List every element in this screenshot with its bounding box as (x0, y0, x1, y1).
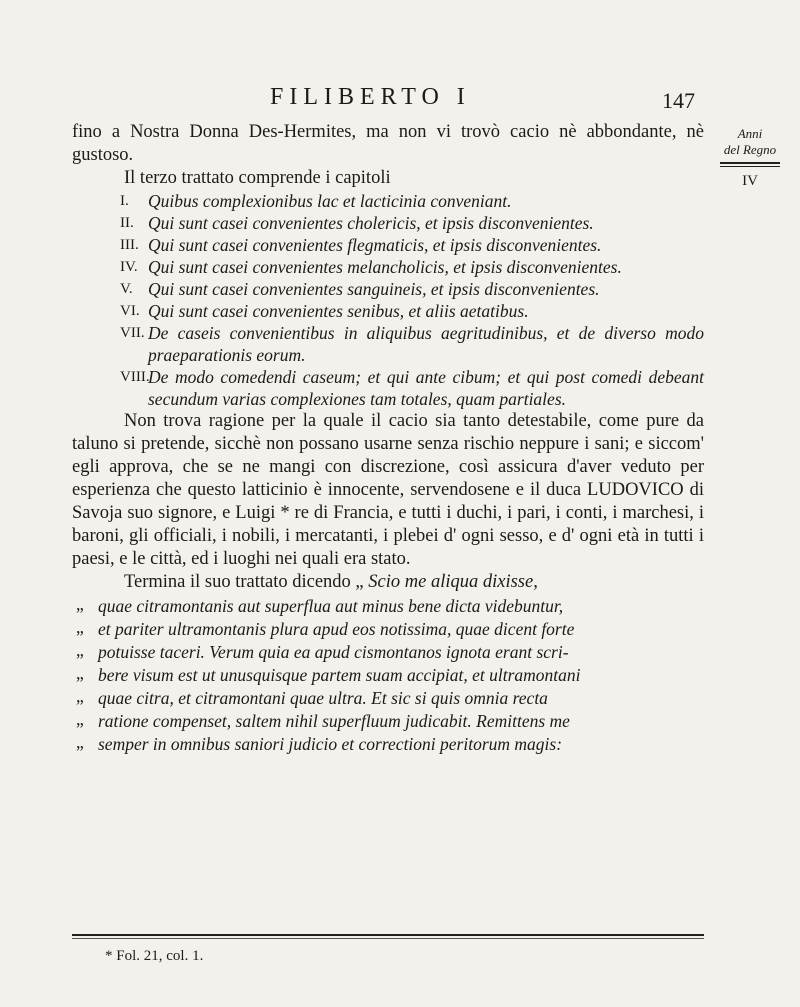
chapter-number: V. (120, 281, 133, 297)
quote-line (72, 664, 704, 687)
footnote: * Fol. 21, col. 1. (105, 948, 204, 964)
chapter-number: VIII. (120, 369, 150, 385)
chapter-item (72, 322, 704, 366)
chapter-text: Quibus complexionibus lac et lacticinia conveniant. (148, 191, 512, 211)
quote-mark: „ (76, 663, 84, 683)
paragraph-2: Il terzo trattato comprende i capitoli (124, 168, 391, 188)
chapter-text: De modo comedendi caseum; et qui ante cibum; et qui post comedi debeant secundum varias complexiones tam totales, quam partiales. (148, 367, 704, 409)
margin-note (710, 126, 790, 189)
chapter-text: Qui sunt casei convenientes sanguineis, et ipsis disconvenientes. (148, 279, 600, 299)
quote-mark: „ (76, 732, 84, 752)
quote-line (72, 618, 704, 641)
footnote-rule (72, 934, 704, 936)
quote-line (72, 733, 704, 756)
paragraph-4-lead: Termina il suo trattato dicendo „ (124, 572, 369, 592)
quote-mark: „ (76, 594, 84, 614)
chapter-text: Qui sunt casei convenientes cholericis, et ipsis disconvenientes. (148, 213, 594, 233)
margin-note-line2: del Regno (723, 142, 777, 157)
footnote-rule-thin (72, 938, 704, 939)
quote-line-text: quae citra, et citramontani quae ultra. Et sic si quis omnia recta (98, 688, 548, 708)
quote-line-text: bere visum est ut unusquisque partem suam accipiat, et ultramontani (98, 665, 581, 685)
chapter-text: Qui sunt casei convenientes flegmaticis, et ipsis disconvenientes. (148, 235, 602, 255)
chapter-item (72, 366, 704, 410)
chapter-list (72, 190, 704, 410)
chapter-item (72, 278, 704, 300)
main-text (72, 121, 704, 756)
paragraph-4-quote-start: Scio me aliqua dixisse, (368, 572, 538, 592)
chapter-number: II. (120, 215, 134, 231)
chapter-item (72, 212, 704, 234)
quote-mark: „ (76, 640, 84, 660)
chapter-text: Qui sunt casei convenientes melancholicis, et ipsis disconvenientes. (148, 257, 622, 277)
chapter-number: VI. (120, 303, 140, 319)
quote-line-text: semper in omnibus saniori judicio et correctioni peritorum magis: (98, 734, 563, 754)
chapter-item (72, 190, 704, 212)
quote-line-text: ratione compenset, saltem nihil superfluum judicabit. Remittens me (98, 711, 570, 731)
margin-regnal-year: IV (742, 173, 758, 189)
paragraph-4 (72, 571, 704, 594)
chapter-item (72, 256, 704, 278)
quote-line (72, 710, 704, 733)
margin-rule (720, 162, 780, 164)
chapter-number: III. (120, 237, 139, 253)
quote-mark: „ (76, 686, 84, 706)
quote-line-text: potuisse taceri. Verum quia ea apud cismontanos ignota erant scri- (98, 642, 569, 662)
quote-line (72, 687, 704, 710)
paragraph-3: Non trova ragione per la quale il cacio sia tanto detestabile, come pure da taluno si pretende, sicchè non possano usarne senza rischio neppure i sani; e siccom' egli approva, che se ne mangi con discrezione, così assicura d'aver veduto per esperienza che questo latticinio è innocente, servendosene e il duca LUDOVICO di Savoja suo signore, e Luigi * re di Francia, e tutti i duchi, i pari, i conti, i marchesi, i baroni, gli officiali, i nobili, i mercatanti, i plebei d' ogni sesso, e d' ogni età in tutti i paesi, e le città, ed i luoghi nei quali era stato. (72, 411, 704, 569)
chapter-text: Qui sunt casei convenientes senibus, et aliis aetatibus. (148, 301, 529, 321)
chapter-number: IV. (120, 259, 138, 275)
quote-line-text: et pariter ultramontanis plura apud eos notissima, quae dicent forte (98, 619, 575, 639)
quote-mark: „ (76, 709, 84, 729)
running-head-title: FILIBERTO I (270, 84, 471, 110)
chapter-text: De caseis convenientibus in aliquibus aegritudinibus, et de diverso modo praeparationis eorum. (148, 323, 704, 365)
chapter-number: I. (120, 193, 129, 209)
quote-line (72, 595, 704, 618)
page-number: 147 (662, 88, 695, 113)
chapter-item (72, 234, 704, 256)
chapter-item (72, 300, 704, 322)
margin-note-line1: Anni (737, 126, 763, 141)
quote-line (72, 641, 704, 664)
quote-line-text: quae citramontanis aut superflua aut minus bene dicta videbuntur, (98, 596, 564, 616)
margin-rule-thin (720, 166, 780, 167)
quote-mark: „ (76, 617, 84, 637)
chapter-number: VII. (120, 325, 145, 341)
latin-quote (72, 595, 704, 756)
paragraph-1: fino a Nostra Donna Des-Hermites, ma non vi trovò cacio nè abbondante, nè gustoso. (72, 122, 704, 165)
